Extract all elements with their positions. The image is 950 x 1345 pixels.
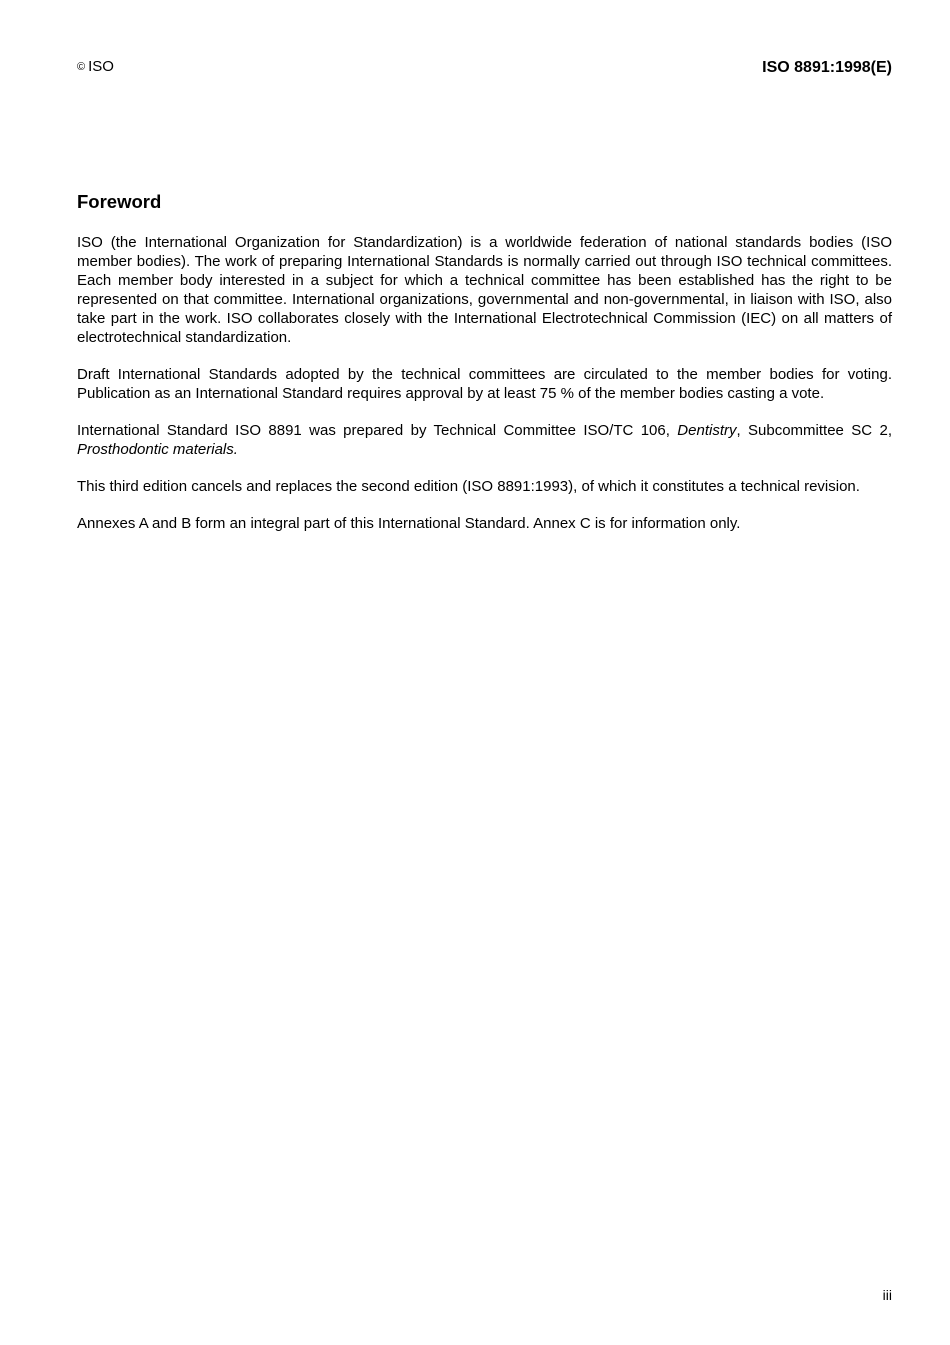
paragraph-edition: This third edition cancels and replaces the second edition (ISO 8891:1993), of which it constitutes a technical revision. [77, 478, 860, 495]
copyright-symbol: © [77, 61, 86, 73]
paragraph-committee [77, 421, 892, 459]
paragraph-iso-description: ISO (the International Organization for Standardization) is a worldwide federation of national standards bodies (ISO member bodies). The work of preparing International Standards is normally carried out through ISO technical committees. Each member body interested in a subject for which a technical committee has been established has the right to be represented on that committee. International organizations, governmental and non-governmental, in liaison with ISO, also take part in the work. ISO collaborates closely with the International Electrotechnical Commission (IEC) on all matters of electrotechnical standardization. [77, 234, 892, 346]
committee-text-part2: , Subcommittee SC 2, [736, 422, 892, 439]
document-identifier: ISO 8891:1998(E) [762, 59, 892, 76]
page-number: iii [882, 1287, 892, 1303]
committee-name: Dentistry [677, 422, 737, 439]
paragraph-draft-standards: Draft International Standards adopted by the technical committees are circulated to the member bodies for voting. Publication as an International Standard requires approval by at least 75 % of the member bodies casting a vote. [77, 366, 892, 402]
copyright-notice [77, 58, 114, 76]
page-title: Foreword [77, 191, 162, 212]
paragraph-annexes: Annexes A and B form an integral part of this International Standard. Annex C is for information only. [77, 515, 741, 532]
committee-text-part1: International Standard ISO 8891 was prepared by Technical Committee ISO/TC 106, [77, 422, 678, 439]
copyright-owner: ISO [88, 58, 114, 75]
foreword-body [77, 233, 892, 551]
subcommittee-name: Prosthodontic materials. [77, 441, 238, 458]
